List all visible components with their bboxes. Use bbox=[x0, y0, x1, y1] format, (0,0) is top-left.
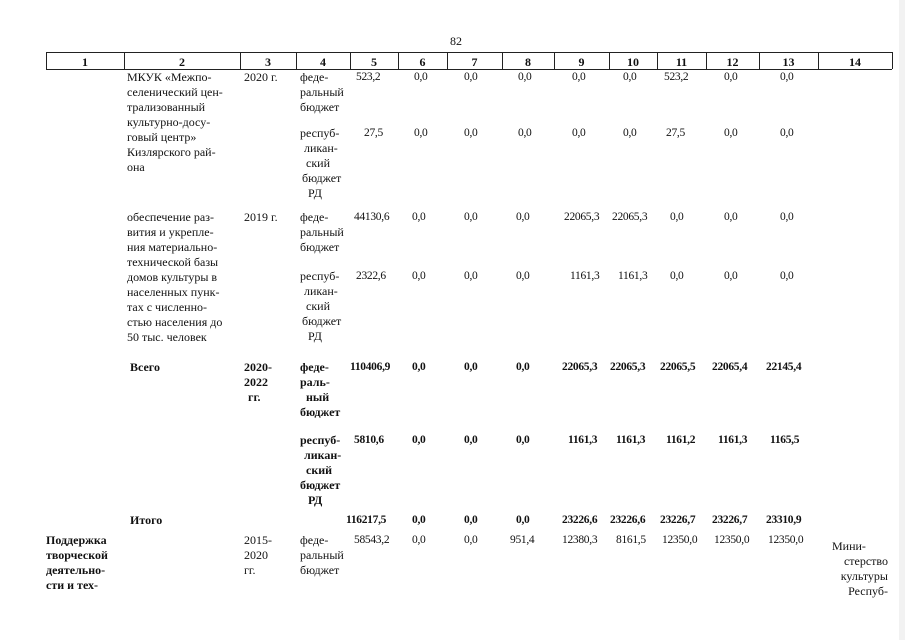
cell-value: 23226,7 bbox=[660, 514, 696, 526]
cell-value: 523,2 bbox=[356, 71, 381, 83]
cell-value: 0,0 bbox=[412, 211, 426, 223]
cell-value: 22065,3 bbox=[610, 361, 646, 373]
cell-value: 0,0 bbox=[464, 127, 478, 139]
cell-value: 1161,3 bbox=[616, 434, 646, 446]
cell-value: 1161,3 bbox=[570, 270, 600, 282]
cell-value: 523,2 bbox=[664, 71, 689, 83]
cell-value: 0,0 bbox=[464, 211, 478, 223]
cell-value: 0,0 bbox=[724, 211, 738, 223]
row-name: МКУК «Межпо- селенический цен- трализованный культурно-досу- говый центр» Кизлярского рай- она bbox=[127, 70, 223, 174]
col-header: 10 bbox=[627, 55, 639, 69]
col-header: 4 bbox=[320, 55, 326, 69]
row-year: 2020- 2022 гг. bbox=[244, 360, 272, 404]
cell-value: 12350,0 bbox=[768, 534, 804, 546]
cell-value: 22065,3 bbox=[564, 211, 600, 223]
cell-value: 23226,6 bbox=[562, 514, 598, 526]
cell-value: 0,0 bbox=[464, 270, 478, 282]
cell-value: 0,0 bbox=[623, 127, 637, 139]
funding-source: феде- ральный бюджет bbox=[300, 210, 344, 254]
col-header: 14 bbox=[849, 55, 861, 69]
cell-value: 0,0 bbox=[780, 270, 794, 282]
executor: Мини- стерство культуры Респуб- bbox=[832, 539, 888, 598]
col-header: 7 bbox=[471, 55, 478, 69]
col-header: 9 bbox=[578, 55, 585, 69]
cell-value: 0,0 bbox=[412, 514, 426, 526]
row-name: Всего bbox=[130, 360, 160, 374]
cell-value: 22065,4 bbox=[712, 361, 748, 373]
cell-value: 0,0 bbox=[780, 211, 794, 223]
cell-value: 110406,9 bbox=[350, 361, 391, 373]
cell-value: 1161,3 bbox=[618, 270, 648, 282]
col-header: 12 bbox=[726, 55, 739, 69]
cell-value: 22065,3 bbox=[562, 361, 598, 373]
cell-value: 0,0 bbox=[414, 127, 428, 139]
cell-value: 23310,9 bbox=[766, 514, 802, 526]
row-year: 2020 г. bbox=[244, 70, 278, 84]
col-header: 6 bbox=[419, 55, 426, 69]
col-header: 3 bbox=[265, 55, 271, 69]
cell-value: 0,0 bbox=[464, 434, 478, 446]
row-name: Поддержка творческой деятельно- сти и тех- bbox=[46, 533, 108, 592]
funding-source: феде- раль- ный бюджет bbox=[300, 360, 341, 419]
cell-value: 5810,6 bbox=[354, 434, 384, 446]
cell-value: 12380,3 bbox=[562, 534, 598, 546]
cell-value: 22065,5 bbox=[660, 361, 696, 373]
funding-source: феде- ральный бюджет bbox=[300, 70, 344, 114]
cell-value: 0,0 bbox=[518, 71, 532, 83]
funding-source: феде- ральный бюджет bbox=[300, 533, 344, 577]
col-header: 13 bbox=[782, 55, 795, 69]
cell-value: 951,4 bbox=[510, 534, 535, 546]
cell-value: 44130,6 bbox=[354, 211, 390, 223]
row-name: обеспечение раз- вития и укрепле- ния материально- технической базы домов культуры в населенных пунк- тах с численно- стью населения до 50 тыс. человек bbox=[127, 210, 223, 344]
cell-value: 0,0 bbox=[516, 514, 530, 526]
cell-value: 22065,3 bbox=[612, 211, 648, 223]
col-header: 11 bbox=[675, 55, 688, 69]
cell-value: 0,0 bbox=[516, 211, 530, 223]
cell-value: 23226,6 bbox=[610, 514, 646, 526]
cell-value: 1165,5 bbox=[770, 434, 800, 446]
col-header: 8 bbox=[525, 55, 531, 69]
row-year: 2019 г. bbox=[244, 210, 278, 224]
cell-value: 0,0 bbox=[724, 71, 738, 83]
row-name: Итого bbox=[130, 513, 163, 527]
col-header: 5 bbox=[371, 55, 377, 69]
cell-value: 2322,6 bbox=[356, 270, 386, 282]
cell-value: 116217,5 bbox=[346, 514, 387, 526]
col-header: 2 bbox=[179, 55, 185, 69]
cell-value: 0,0 bbox=[464, 534, 478, 546]
funding-source: респуб- ликан- ский бюджет РД bbox=[300, 433, 342, 507]
row-year: 2015- 2020 гг. bbox=[244, 533, 272, 577]
cell-value: 1161,2 bbox=[666, 434, 696, 446]
header-top-rule bbox=[46, 52, 892, 53]
cell-value: 0,0 bbox=[516, 361, 530, 373]
cell-value: 12350,0 bbox=[714, 534, 750, 546]
cell-value: 0,0 bbox=[670, 270, 684, 282]
cell-value: 0,0 bbox=[670, 211, 684, 223]
cell-value: 22145,4 bbox=[766, 361, 802, 373]
cell-value: 0,0 bbox=[724, 270, 738, 282]
cell-value: 1161,3 bbox=[718, 434, 748, 446]
cell-value: 27,5 bbox=[364, 127, 383, 139]
cell-value: 0,0 bbox=[412, 534, 426, 546]
cell-value: 0,0 bbox=[412, 361, 426, 373]
cell-value: 27,5 bbox=[666, 127, 685, 139]
cell-value: 0,0 bbox=[724, 127, 738, 139]
cell-value: 0,0 bbox=[623, 71, 637, 83]
cell-value: 0,0 bbox=[414, 71, 428, 83]
cell-value: 0,0 bbox=[572, 127, 586, 139]
cell-value: 0,0 bbox=[518, 127, 532, 139]
cell-value: 0,0 bbox=[572, 71, 586, 83]
funding-source: респуб- ликан- ский бюджет РД bbox=[300, 126, 342, 200]
cell-value: 12350,0 bbox=[662, 534, 698, 546]
cell-value: 58543,2 bbox=[354, 534, 390, 546]
col-header: 1 bbox=[82, 55, 88, 69]
page-number: 82 bbox=[450, 34, 462, 48]
funding-source: респуб- ликан- ский бюджет РД bbox=[300, 269, 342, 343]
cell-value: 0,0 bbox=[464, 514, 478, 526]
cell-value: 0,0 bbox=[516, 270, 530, 282]
cell-value: 0,0 bbox=[464, 71, 478, 83]
cell-value: 1161,3 bbox=[568, 434, 598, 446]
scan-edge bbox=[899, 0, 905, 640]
cell-value: 0,0 bbox=[412, 434, 426, 446]
cell-value: 0,0 bbox=[780, 127, 794, 139]
cell-value: 8161,5 bbox=[616, 534, 646, 546]
cell-value: 23226,7 bbox=[712, 514, 748, 526]
cell-value: 0,0 bbox=[412, 270, 426, 282]
cell-value: 0,0 bbox=[780, 71, 794, 83]
cell-value: 0,0 bbox=[516, 434, 530, 446]
cell-value: 0,0 bbox=[464, 361, 478, 373]
